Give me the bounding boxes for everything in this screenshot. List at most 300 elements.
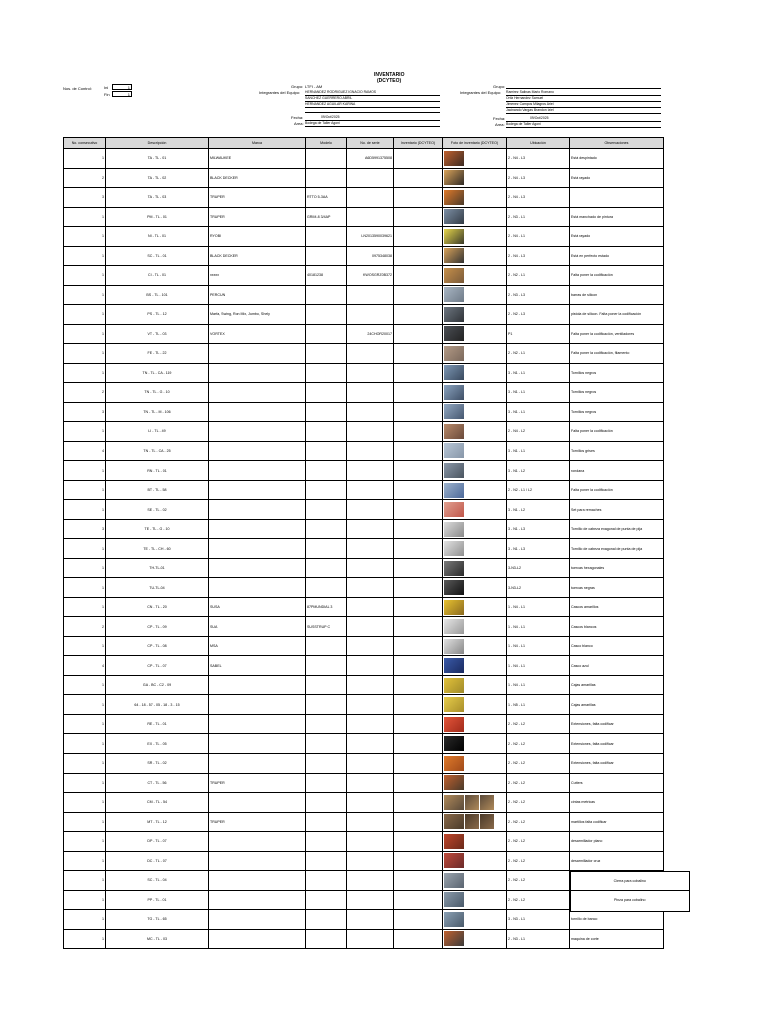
table-row <box>64 246 664 266</box>
table-row <box>64 773 664 793</box>
cell-observaciones: Cutters <box>570 773 664 793</box>
col-header-marca: Marca <box>209 138 306 149</box>
cell-serie <box>347 519 394 539</box>
cell-modelo <box>306 480 347 500</box>
cell-inventario <box>394 480 443 500</box>
table-row <box>64 227 664 247</box>
cell-descripcion: NI - TL - 01 <box>106 227 209 247</box>
table-row <box>64 734 664 754</box>
cell-ubicacion: 3-N3-L2 <box>507 578 570 598</box>
cell-no: 1 <box>64 871 106 891</box>
cell-observaciones: Falta poner la codificación <box>570 422 664 442</box>
cell-ubicacion: 2 - N2 - L2 <box>507 793 570 813</box>
cell-descripcion: CN - TL - 20 <box>106 597 209 617</box>
right-member-1: Ramirez Salinas Mario Romano <box>506 90 661 96</box>
cell-serie: A6D5991375508 <box>347 149 394 169</box>
item-photo <box>444 697 464 712</box>
item-photo <box>444 775 464 790</box>
cell-no: 1 <box>64 734 106 754</box>
cell-ubicacion: 2 - N4 - L3 <box>507 246 570 266</box>
cell-descripcion: TA - TL - 03 <box>106 188 209 208</box>
cell-foto <box>443 207 507 227</box>
table-row <box>64 149 664 169</box>
cell-descripcion: CP - TL - 08 <box>106 636 209 656</box>
cell-serie <box>347 500 394 520</box>
cell-observaciones: tornillo de banco <box>570 910 664 930</box>
cell-descripcion: CT - TL - 56 <box>106 773 209 793</box>
cell-inventario <box>394 734 443 754</box>
cell-no: 1 <box>64 597 106 617</box>
cell-modelo <box>306 500 347 520</box>
cell-ubicacion: 1 - N5 - L1 <box>507 695 570 715</box>
cell-no: 1 <box>64 714 106 734</box>
cell-observaciones: cintas metricas <box>570 793 664 813</box>
cell-no: 1 <box>64 461 106 481</box>
cell-ubicacion: 2 - N4 - L2 <box>507 422 570 442</box>
cell-no: 1 <box>64 305 106 325</box>
cell-ubicacion: 2 - N2 - L2 <box>507 871 570 891</box>
cell-observaciones: Set para remaches <box>570 500 664 520</box>
item-photo <box>480 814 494 829</box>
col-header-foto: Foto de inventario (DCYTEO) <box>443 138 507 149</box>
cell-observaciones: Tornillos negros <box>570 402 664 422</box>
table-row <box>64 832 664 852</box>
item-photo <box>480 795 494 810</box>
table-row <box>64 617 664 637</box>
cell-modelo <box>306 832 347 852</box>
cell-marca: TRUPER <box>209 207 306 227</box>
cell-modelo <box>306 363 347 383</box>
cell-inventario <box>394 753 443 773</box>
cell-foto <box>443 539 507 559</box>
cell-ubicacion: 3 - N1 - L1 <box>507 441 570 461</box>
cell-inventario <box>394 168 443 188</box>
cell-serie <box>347 890 394 910</box>
cell-serie <box>347 578 394 598</box>
cell-ubicacion: P1 <box>507 324 570 344</box>
item-photo <box>444 443 464 458</box>
cell-inventario <box>394 324 443 344</box>
cell-no: 1 <box>64 578 106 598</box>
ini-field[interactable]: 1 <box>112 84 132 90</box>
cell-no: 4 <box>64 656 106 676</box>
cell-marca: SUA <box>209 617 306 637</box>
cell-ubicacion: 3 - N1 - L2 <box>507 461 570 481</box>
cell-foto <box>443 246 507 266</box>
cell-no: 4 <box>64 441 106 461</box>
cell-marca: TRUPER <box>209 188 306 208</box>
table-row <box>64 578 664 598</box>
cell-inventario <box>394 656 443 676</box>
item-photo <box>444 717 464 732</box>
cell-inventario <box>394 227 443 247</box>
cell-descripcion: TA - TL - 01 <box>106 149 209 169</box>
cell-marca: TRUPER <box>209 812 306 832</box>
cell-no: 1 <box>64 812 106 832</box>
item-photo <box>444 346 464 361</box>
observation-box: Pinza para cobalino <box>570 890 691 912</box>
cell-serie <box>347 168 394 188</box>
cell-serie <box>347 832 394 852</box>
cell-no: 1 <box>64 207 106 227</box>
cell-modelo <box>306 324 347 344</box>
cell-inventario <box>394 422 443 442</box>
cell-descripcion: TE - TL - G - 10 <box>106 519 209 539</box>
cell-foto <box>443 812 507 832</box>
table-row <box>64 675 664 695</box>
cell-serie <box>347 539 394 559</box>
cell-modelo <box>306 441 347 461</box>
center-member-blank <box>305 108 440 113</box>
table-row <box>64 285 664 305</box>
cell-foto <box>443 597 507 617</box>
cell-serie <box>347 207 394 227</box>
cell-inventario <box>394 500 443 520</box>
cell-modelo: 87PMUNDIAL 3 <box>306 597 347 617</box>
cell-descripcion: DC - TL - 07 <box>106 851 209 871</box>
cell-no: 1 <box>64 558 106 578</box>
table-row <box>64 461 664 481</box>
cell-observaciones: Falta poner la codificación, ventiladores <box>570 324 664 344</box>
cell-descripcion: SC - TL - 04 <box>106 871 209 891</box>
cell-serie <box>347 695 394 715</box>
cell-no: 1 <box>64 675 106 695</box>
cell-marca: MSA <box>209 636 306 656</box>
cell-modelo <box>306 929 347 949</box>
right-member-4: Jacinando Vargas Brandon Iziel <box>506 108 661 114</box>
cell-ubicacion: 3 - N1 - L1 <box>507 363 570 383</box>
cell-descripcion: MT - TL - 12 <box>106 812 209 832</box>
cell-inventario <box>394 851 443 871</box>
cell-observaciones: Falta poner la codificación <box>570 480 664 500</box>
cell-ubicacion: 2 - N3 - L1 <box>507 207 570 227</box>
cell-foto <box>443 890 507 910</box>
item-photo <box>444 658 464 673</box>
cell-marca <box>209 832 306 852</box>
item-photo <box>444 795 464 810</box>
cell-serie <box>347 636 394 656</box>
cell-marca <box>209 519 306 539</box>
cell-serie: 24CHOR20017 <box>347 324 394 344</box>
item-photo <box>444 619 464 634</box>
cell-descripcion: CP - TL - 09 <box>106 617 209 637</box>
cell-ubicacion: 2 - N2 - L2 <box>507 773 570 793</box>
cell-no: 1 <box>64 773 106 793</box>
cell-ubicacion: 3 - N1 - L3 <box>507 539 570 559</box>
fin-field[interactable]: 1 <box>112 91 132 97</box>
cell-inventario <box>394 441 443 461</box>
cell-marca: xxxxx <box>209 266 306 286</box>
item-photo <box>444 639 464 654</box>
cell-observaciones: Falta poner la codificación, filamento <box>570 344 664 364</box>
cell-observaciones: Extensiones, falta codificar <box>570 734 664 754</box>
cell-serie <box>347 344 394 364</box>
cell-ubicacion: 2 - N3 - L3 <box>507 285 570 305</box>
right-integrantes-label: Integrantes del Equipo: <box>460 90 502 95</box>
cell-serie <box>347 871 394 891</box>
cell-foto <box>443 500 507 520</box>
table-row <box>64 383 664 403</box>
cell-modelo <box>306 793 347 813</box>
cell-foto <box>443 636 507 656</box>
cell-foto <box>443 910 507 930</box>
cell-ubicacion: 2 - N3 - L1 <box>507 929 570 949</box>
cell-ubicacion: 1 - N4 - L1 <box>507 636 570 656</box>
cell-ubicacion: 3 - N1 - L2 <box>507 500 570 520</box>
page-subtitle: (DCYTEO) <box>377 78 402 84</box>
right-member-3: Jimenez Campos Milagros Ariel <box>506 102 661 108</box>
ini-label: Ini <box>104 85 109 90</box>
cell-modelo <box>306 461 347 481</box>
cell-serie <box>347 773 394 793</box>
cell-observaciones: barras de silicon <box>570 285 664 305</box>
cell-inventario <box>394 188 443 208</box>
col-header-observaciones: Observaciones <box>570 138 664 149</box>
cell-ubicacion: 2 - N2 - L3 <box>507 305 570 325</box>
col-header-ubicacion: Ubicación <box>507 138 570 149</box>
cell-modelo <box>306 168 347 188</box>
cell-ubicacion: 2 - N4 - L3 <box>507 149 570 169</box>
table-row <box>64 929 664 949</box>
center-member-2: SANCHEZ GUERRERO ABRIL <box>305 96 440 102</box>
cell-modelo <box>306 227 347 247</box>
center-fecha-label: Fecha: <box>291 115 304 120</box>
cell-observaciones: Tornillo de cabeza exagonal de punta de pija <box>570 539 664 559</box>
cell-inventario <box>394 871 443 891</box>
cell-no: 1 <box>64 929 106 949</box>
cell-modelo <box>306 149 347 169</box>
center-grupo-label: Grupo: <box>291 84 304 89</box>
cell-foto <box>443 383 507 403</box>
cell-no: 1 <box>64 636 106 656</box>
cell-foto <box>443 188 507 208</box>
cell-inventario <box>394 793 443 813</box>
cell-inventario <box>394 558 443 578</box>
cell-modelo <box>306 344 347 364</box>
cell-observaciones: tuercas negras <box>570 578 664 598</box>
cell-no: 1 <box>64 539 106 559</box>
right-grupo-label: Grupo: <box>493 84 506 89</box>
item-photo <box>444 385 464 400</box>
cell-ubicacion: 1 - N4 - L1 <box>507 597 570 617</box>
cell-inventario <box>394 675 443 695</box>
cell-ubicacion: 2 - N2 - L1 / L2 <box>507 480 570 500</box>
cell-marca <box>209 734 306 754</box>
cell-marca: RYOBI <box>209 227 306 247</box>
cell-foto <box>443 480 507 500</box>
cell-marca: BLACK DECKER <box>209 246 306 266</box>
cell-serie <box>347 558 394 578</box>
cell-serie <box>347 422 394 442</box>
table-row <box>64 910 664 930</box>
cell-foto <box>443 266 507 286</box>
cell-modelo <box>306 402 347 422</box>
cell-foto <box>443 929 507 949</box>
cell-descripcion: RN - TL - 01 <box>106 461 209 481</box>
cell-foto <box>443 285 507 305</box>
cell-no: 1 <box>64 246 106 266</box>
right-fecha-label: Fecha: <box>493 116 506 121</box>
cell-serie: 0975348038 <box>347 246 394 266</box>
cell-modelo <box>306 773 347 793</box>
cell-no: 1 <box>64 832 106 852</box>
cell-no: 1 <box>64 753 106 773</box>
cell-descripcion: PS - TL - 12 <box>106 305 209 325</box>
item-photo <box>444 541 464 556</box>
cell-modelo <box>306 305 347 325</box>
col-header-inventario: Inventario (DCYTEO) <box>394 138 443 149</box>
table-row <box>64 714 664 734</box>
cell-serie <box>347 402 394 422</box>
cell-modelo <box>306 675 347 695</box>
cell-marca: PERCUN <box>209 285 306 305</box>
table-row <box>64 305 664 325</box>
cell-inventario <box>394 597 443 617</box>
cell-serie <box>347 383 394 403</box>
table-row <box>64 324 664 344</box>
cell-descripcion: RE - TL - 01 <box>106 714 209 734</box>
cell-no: 3 <box>64 188 106 208</box>
cell-observaciones: Extensiones, falta codificar <box>570 714 664 734</box>
cell-modelo <box>306 539 347 559</box>
table-row <box>64 519 664 539</box>
cell-serie: LN2013590039621 <box>347 227 394 247</box>
cell-serie <box>347 617 394 637</box>
cell-foto <box>443 324 507 344</box>
cell-marca <box>209 793 306 813</box>
item-photo <box>444 170 464 185</box>
cell-inventario <box>394 461 443 481</box>
cell-ubicacion: 2 - N2 - L2 <box>507 734 570 754</box>
cell-no: 1 <box>64 851 106 871</box>
cell-observaciones: Tornillo de cabeza exagonal de punta de pija <box>570 519 664 539</box>
cell-no: 2 <box>64 617 106 637</box>
cell-ubicacion: 3 - N1 - L3 <box>507 519 570 539</box>
cell-marca <box>209 383 306 403</box>
cell-foto <box>443 149 507 169</box>
cell-descripcion: TA - TL - 02 <box>106 168 209 188</box>
center-grupo-value: LTFI - AM <box>305 84 323 89</box>
cell-marca <box>209 714 306 734</box>
cell-modelo <box>306 383 347 403</box>
cell-foto <box>443 519 507 539</box>
item-photo <box>444 814 464 829</box>
cell-marca <box>209 851 306 871</box>
cell-observaciones: Cajas amarillas <box>570 675 664 695</box>
cell-descripcion: 64 - 18 - 57 - 05 - 18 - 3 - 15 <box>106 695 209 715</box>
cell-no: 1 <box>64 227 106 247</box>
cell-marca: SABEL <box>209 656 306 676</box>
cell-descripcion: LI - TL - 49 <box>106 422 209 442</box>
table-row <box>64 207 664 227</box>
cell-descripcion: TN - TL - G - 10 <box>106 383 209 403</box>
cell-marca: TRUPER <box>209 773 306 793</box>
cell-foto <box>443 851 507 871</box>
item-photo <box>444 365 464 380</box>
cell-serie <box>347 714 394 734</box>
cell-foto <box>443 422 507 442</box>
item-photo <box>444 229 464 244</box>
cell-descripcion: FE - TL - 22 <box>106 344 209 364</box>
cell-descripcion: SR - TL - 02 <box>106 753 209 773</box>
cell-serie <box>347 441 394 461</box>
cell-ubicacion: 3 - N1 - L1 <box>507 402 570 422</box>
cell-descripcion: TN - TL - M - 106 <box>106 402 209 422</box>
cell-inventario <box>394 207 443 227</box>
cell-no: 2 <box>64 168 106 188</box>
cell-serie: KWOSGRZ0B372 <box>347 266 394 286</box>
cell-ubicacion: 1 - N4 - L1 <box>507 656 570 676</box>
item-photo <box>444 853 464 868</box>
cell-observaciones: martillos falta codificar <box>570 812 664 832</box>
cell-modelo <box>306 578 347 598</box>
cell-foto <box>443 714 507 734</box>
cell-descripcion: MC - TL - 03 <box>106 929 209 949</box>
table-row <box>64 539 664 559</box>
item-photo <box>444 522 464 537</box>
cell-marca: Marfa, Swing, Ron Mix, Jumbo, Shely <box>209 305 306 325</box>
cell-observaciones: Tornillos negros <box>570 363 664 383</box>
cell-serie <box>347 285 394 305</box>
cell-inventario <box>394 578 443 598</box>
cell-foto <box>443 617 507 637</box>
fin-label: Fin <box>104 92 110 97</box>
cell-marca <box>209 910 306 930</box>
table-header-row <box>64 138 664 149</box>
cell-no: 1 <box>64 910 106 930</box>
cell-no: 1 <box>64 480 106 500</box>
item-photo <box>444 209 464 224</box>
inventory-table <box>63 137 664 949</box>
cell-modelo <box>306 285 347 305</box>
center-area-label: Area: <box>294 121 304 126</box>
cell-ubicacion: 2 - N2 - L1 <box>507 344 570 364</box>
cell-observaciones: Está en perfecto estado <box>570 246 664 266</box>
cell-ubicacion: 3 - N3 - L1 <box>507 910 570 930</box>
cell-inventario <box>394 149 443 169</box>
cell-serie <box>347 851 394 871</box>
cell-descripcion: CM - TL - 54 <box>106 793 209 813</box>
cell-descripcion: EX - TL - 05 <box>106 734 209 754</box>
cell-ubicacion: 2 - N2 - L2 <box>507 714 570 734</box>
cell-descripcion: VT - TL - 03 <box>106 324 209 344</box>
right-area-label: Area: <box>495 122 505 127</box>
cell-modelo <box>306 890 347 910</box>
cell-ubicacion: 2 - N2 - L2 <box>507 851 570 871</box>
cell-modelo <box>306 246 347 266</box>
item-photo <box>444 834 464 849</box>
cell-modelo <box>306 851 347 871</box>
right-area-value: Bodega de Taller Agoni <box>506 122 661 128</box>
item-photo <box>444 307 464 322</box>
cell-descripcion: SE - TL - 02 <box>106 500 209 520</box>
cell-foto <box>443 753 507 773</box>
cell-observaciones: Tornillos negros <box>570 383 664 403</box>
table-row <box>64 363 664 383</box>
cell-observaciones: Está manchado de pintura <box>570 207 664 227</box>
cell-inventario <box>394 636 443 656</box>
table-row <box>64 695 664 715</box>
cell-serie <box>347 597 394 617</box>
cell-marca: VORTEX <box>209 324 306 344</box>
cell-modelo <box>306 714 347 734</box>
cell-foto <box>443 773 507 793</box>
item-photo <box>444 580 464 595</box>
cell-inventario <box>394 910 443 930</box>
cell-ubicacion: 2 - N2 - L2 <box>507 890 570 910</box>
cell-observaciones: Casco blanco <box>570 636 664 656</box>
cell-descripcion: TN - TL - CA - 25 <box>106 441 209 461</box>
